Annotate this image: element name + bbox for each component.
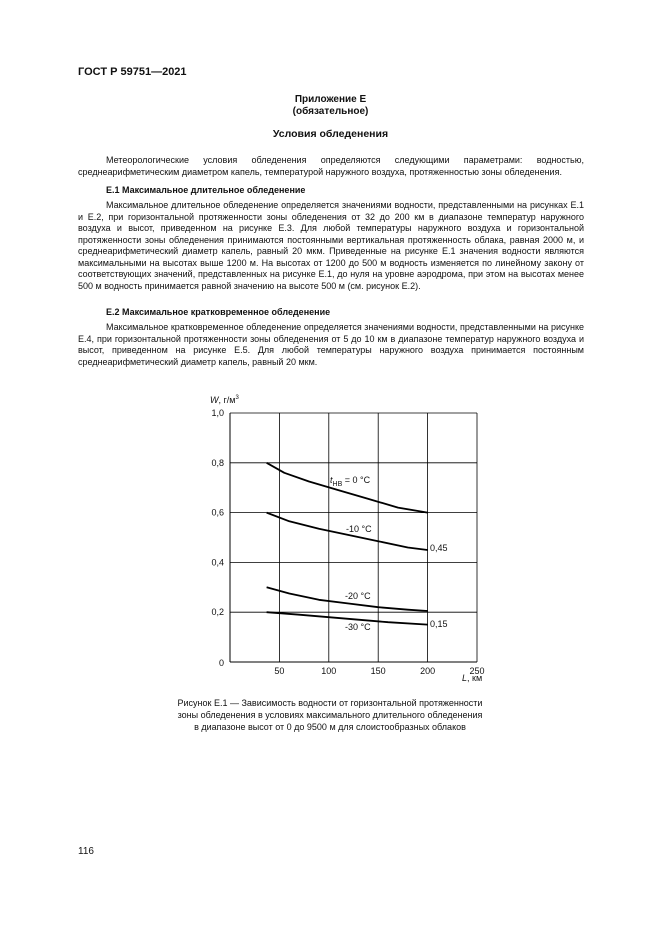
y-axis-label: W, $г/м^3$	[210, 395, 239, 405]
y-tick-label-0-4: 0,4	[211, 557, 224, 568]
appendix-status: (обязательное)	[292, 106, 369, 117]
y-tick-label-0-6: 0,6	[211, 507, 224, 518]
page-number: 116	[78, 846, 94, 857]
figure-caption-line-2: зоны обледенения в условиях максимального длительного обледенения	[177, 710, 483, 720]
document-code: ГОСТ Р 59751—2021	[78, 66, 187, 78]
series-label-3: -20 °C	[345, 591, 371, 601]
y-tick-label-1-0: 1,0	[211, 408, 224, 418]
chart-labels	[210, 395, 485, 683]
end-value-label-2: 0,15	[430, 619, 448, 629]
appendix-title: Приложение Е	[294, 94, 367, 105]
series-label-2: -10 °C	[346, 524, 372, 534]
series-label-1: $t_{НВ} = 0$ °C	[330, 475, 371, 488]
y-tick-label-0-2: 0,2	[211, 607, 224, 618]
x-tick-label-250: 250	[469, 666, 485, 676]
e2-heading: Е.2 Максимальное кратковременное обледенение	[106, 307, 331, 317]
y-tick-label-0-8: 0,8	[211, 457, 224, 468]
x-tick-label-200: 200	[420, 666, 436, 676]
origin-label: 0	[218, 658, 224, 668]
series-line-1	[267, 463, 428, 513]
x-tick-label-100: 100	[321, 666, 337, 676]
e1-heading: Е.1 Максимальное длительное обледенение	[106, 185, 306, 195]
end-value-label-1: 0,45	[430, 543, 448, 553]
x-tick-label-150: 150	[370, 666, 386, 676]
figure-caption-line-1: Рисунок Е.1 — Зависимость водности от горизонтальной протяженности	[177, 698, 483, 708]
figure-caption-line-3: в диапазоне высот от 0 до 9500 м для слоистообразных облаков	[194, 722, 466, 732]
x-axis-label: L, км	[462, 673, 483, 683]
e2-paragraph: Максимальное кратковременное обледенение определяется значениями водности, представленными на рисунке Е.4, при горизонтальной протяженности зоны обледенения от 5 до 10 км в диапазоне температур наружного воздуха и высот, приведенном на рисунке Е.5. Для любой температуры наружного воздуха принимается постоянным среднеарифметический диаметр капель, равный 20 мкм.	[78, 322, 584, 367]
x-tick-label-50: 50	[274, 666, 285, 676]
e1-paragraph: Максимальное длительное обледенение определяется значениями водности, представленными на рисунках Е.1 и Е.2, при горизонтальной протяженности зоны обледенения от 32 до 200 км в диапазоне температур наружного воздуха и высот, приведенном на рисунке Е.3. Для любой температуры наружного воздуха и горизонтальной протяженности зоны обледенения принимаются постоянными вертикальная протяженность облака, равная 2000 м, и среднеарифметический диаметр капель, равный 20 мкм. Приведенные на рисунке Е.1 значения водности являются максимальными на высотах выше 1200 м. На высотах от 1200 до 500 м водность изменяется по линейному закону от соответствующих значений, представленных на рисунке Е.1, до нуля на уровне аэродрома, при этом на высотах менее 500 м водность принимается равной значению на высоте 500 м (см. рисунок Е.2).	[78, 200, 584, 291]
intro-paragraph: Метеорологические условия обледенения определяются следующими параметрами: водностью, среднеарифметическим диаметром капель, температурой наружного воздуха, протяженностью зоны обледенения.	[78, 155, 584, 177]
section-title: Условия обледенения	[272, 128, 389, 140]
series-label-4: -30 °C	[345, 622, 371, 632]
